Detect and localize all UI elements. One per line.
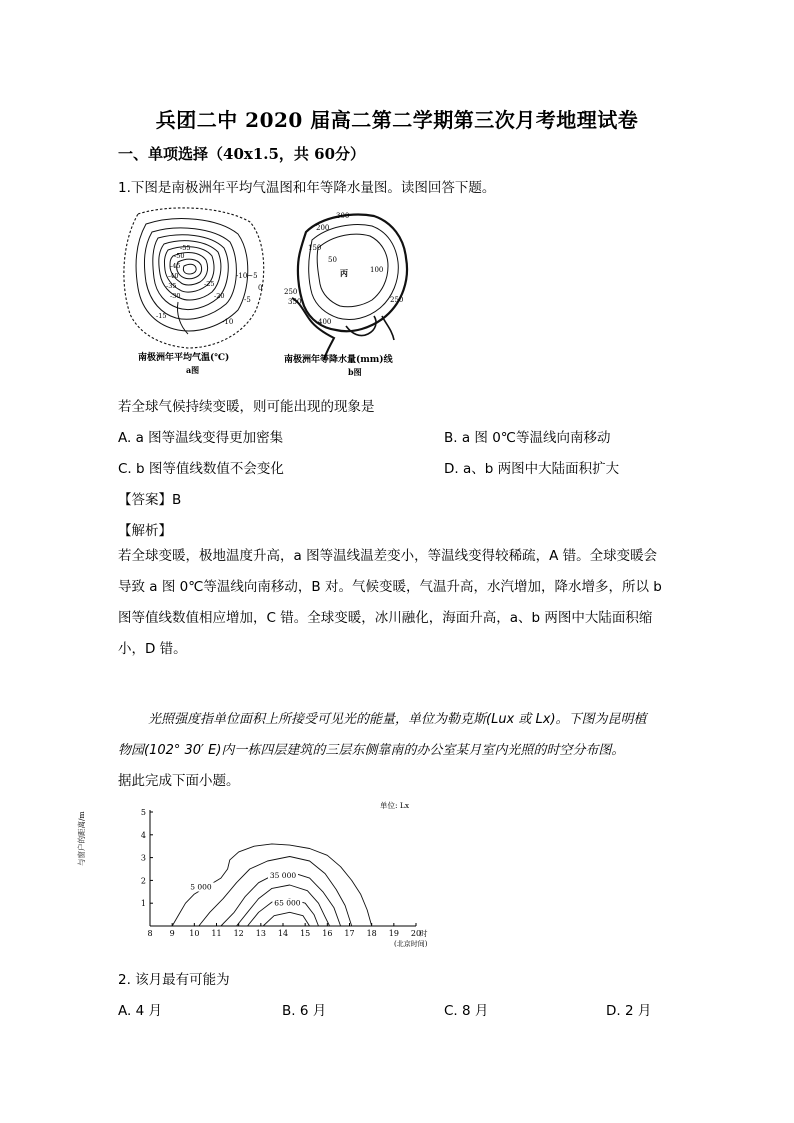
map-a-label: -55	[180, 244, 191, 252]
q2-stem: 2. 该月最有可能为	[118, 972, 230, 988]
map-b-caption: 南极洲年等降水量(mm)线	[284, 355, 393, 365]
illumination-chart	[77, 798, 448, 950]
map-a-label: -20	[214, 292, 225, 300]
map-b-label: 250	[284, 288, 298, 296]
q2-option-d: D. 2 月	[606, 1003, 652, 1019]
map-a-label: -40	[168, 272, 179, 280]
x-tick-label: 15	[300, 929, 311, 938]
x-tick-label: 12	[233, 929, 244, 938]
x-tick-label: 14	[277, 929, 289, 938]
q1-stem: 1.下图是南极洲年平均气温图和年等降水量图。读图回答下题。	[118, 180, 496, 196]
x-tick-label: 11	[211, 929, 222, 938]
passage-line-3: 据此完成下面小题。	[118, 773, 240, 789]
map-b-label: 150	[308, 244, 322, 252]
y-tick-label: 1	[140, 899, 146, 909]
map-a-label: -50	[174, 252, 185, 260]
map-b-label: 200	[316, 224, 330, 232]
map-b-sub: b图	[348, 367, 362, 377]
x-tick-label: 19	[388, 929, 399, 938]
map-b-label: 100	[370, 266, 384, 274]
chart-ylabel: 与窗户的距离/m	[77, 811, 86, 866]
map-a-label: -5	[244, 296, 251, 304]
contour-label: 35 000	[269, 871, 297, 881]
map-a-sub: a图	[186, 365, 200, 375]
analysis-line: 图等值线数值相应增加，C 错。全球变暖，冰川融化，海面升高，a、b 两图中大陆面积缩	[118, 610, 653, 626]
map-a-label: -45	[170, 262, 181, 270]
x-tick-label: 18	[366, 929, 377, 938]
y-tick-label: 2	[140, 876, 146, 886]
chart-xlabel-2: (北京时间)	[394, 940, 428, 948]
figure-a-temperature-map	[118, 202, 270, 380]
map-a-label: -10	[222, 318, 234, 326]
contour-label: 5 000	[190, 882, 212, 892]
map-a-caption: 南极洲年平均气温(℃)	[138, 353, 230, 363]
map-b-label: 50	[328, 256, 337, 264]
q2-option-c: C. 8 月	[444, 1003, 489, 1019]
map-b-label: 300	[336, 212, 350, 220]
x-tick-label: 20	[410, 929, 422, 938]
map-a-label: -30	[170, 292, 181, 300]
q2-option-a: A. 4 月	[118, 1003, 162, 1019]
x-tick-label: 9	[169, 929, 175, 938]
x-tick-label: 10	[189, 929, 200, 938]
x-tick-label: 16	[322, 929, 333, 938]
q1-question: 若全球气候持续变暖，则可能出现的现象是	[118, 399, 375, 415]
x-tick-label: 17	[344, 929, 355, 938]
map-b-label: 400	[318, 318, 332, 326]
y-tick-label: 3	[140, 853, 146, 863]
x-tick-label: 13	[255, 929, 266, 938]
page-title: 兵团二中 2020 届高二第二学期第三次月考地理试卷	[155, 108, 639, 132]
map-b-label: 250	[390, 296, 404, 304]
q1-option-b: B. a 图 0℃等温线向南移动	[444, 430, 611, 446]
q1-option-d: D. a、b 两图中大陆面积扩大	[444, 461, 620, 477]
q1-analysis	[118, 541, 683, 665]
contour-line	[263, 912, 310, 926]
map-a-label: -35	[166, 282, 177, 290]
q1-answer: 【答案】B	[118, 492, 182, 508]
chart-unit-label: 单位: Lx	[380, 801, 410, 810]
map-a-label: -15	[156, 312, 167, 320]
map-a-label: -25	[204, 280, 215, 288]
q1-option-c: C. b 图等值线数值不会变化	[118, 461, 284, 477]
analysis-line: 小，D 错。	[118, 641, 187, 657]
q2-option-b: B. 6 月	[282, 1003, 327, 1019]
map-b-label: 350	[288, 298, 302, 306]
y-tick-label: 5	[140, 808, 146, 817]
y-tick-label: 4	[140, 830, 146, 840]
q1-option-a: A. a 图等温线变得更加密集	[118, 430, 284, 446]
contour-label: 65 000	[274, 898, 301, 908]
map-a-label: 0	[258, 284, 263, 292]
analysis-line: 导致 a 图 0℃等温线向南移动，B 对。气候变暖，气温升高，水汽增加，降水增多，所以 b	[118, 579, 662, 595]
chart-xlabel: 时	[420, 929, 428, 938]
passage-line-1: 光照强度指单位面积上所接受可见光的能量，单位为勒克斯(Lux 或 Lx)。下图为昆明植	[148, 712, 647, 727]
map-b-label: 丙	[340, 268, 348, 278]
q1-analysis-label: 【解析】	[118, 523, 172, 539]
x-tick-label: 8	[147, 929, 153, 938]
analysis-line: 若全球变暖，极地温度升高，a 图等温线温差变小，等温线变得较稀疏，A 错。全球变暖会	[118, 548, 658, 564]
figure-b-precipitation-map	[282, 202, 418, 380]
section-heading: 一、单项选择（40x1.5，共 60分）	[118, 145, 366, 163]
map-a-label: -10~5	[236, 272, 258, 280]
passage-line-2: 物园(102° 30′ E)内一栋四层建筑的三层东侧靠南的办公室某月室内光照的时空分布图。	[118, 743, 625, 758]
